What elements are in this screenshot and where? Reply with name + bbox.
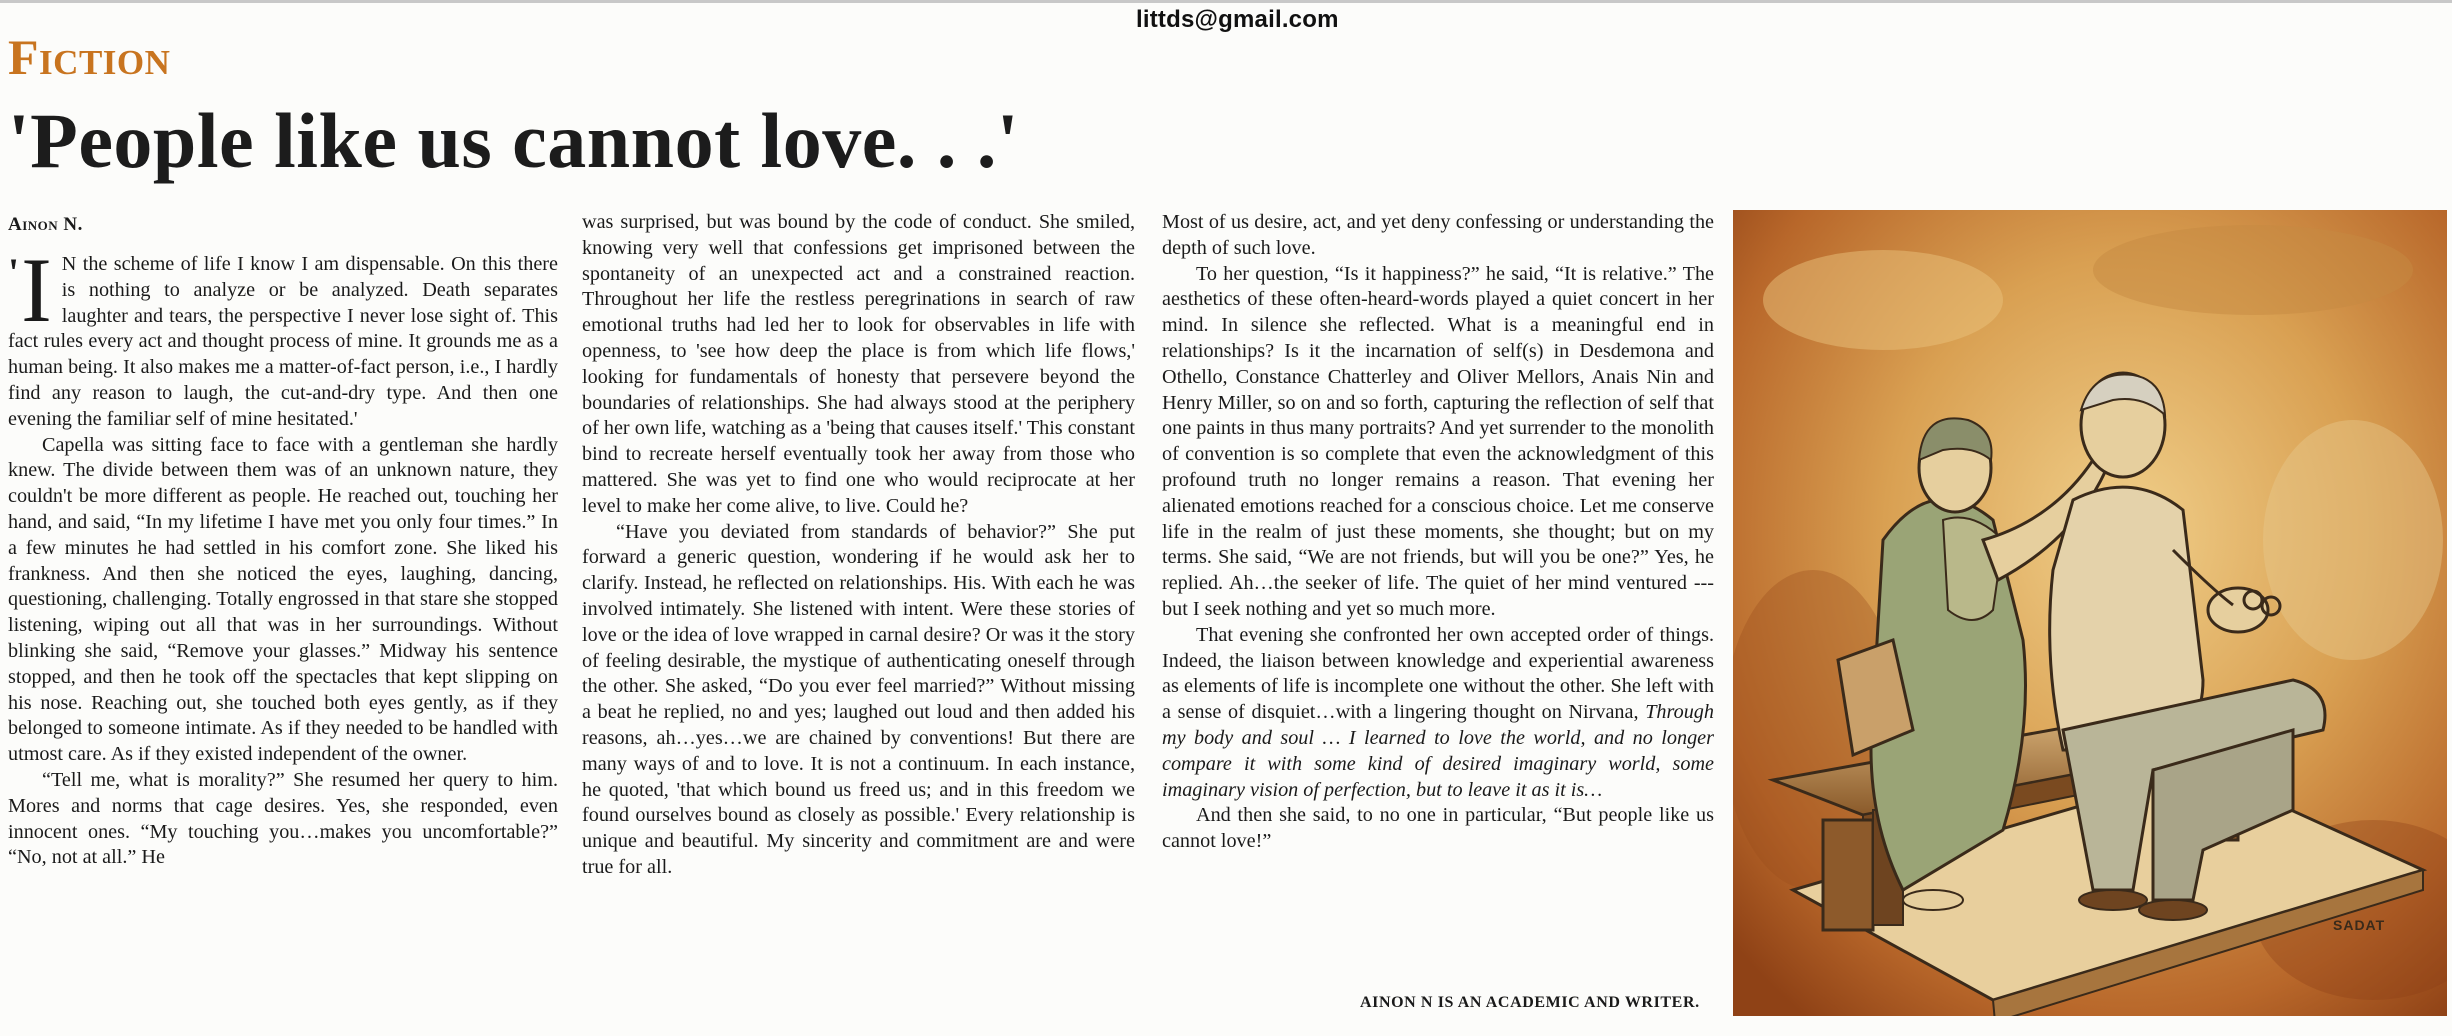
illustration-artwork xyxy=(1733,210,2447,1016)
byline: Ainon N. xyxy=(8,214,83,235)
illustration xyxy=(1733,210,2447,1016)
paragraph: Most of us desire, act, and yet deny confessing or understanding the depth of such love. xyxy=(1162,211,1714,259)
quoted-passage: Through my body and soul … I learned to love the world, and no longer compare it with some kind of desired imaginary world, some imaginary vision of perfection, but to leave it as it is… xyxy=(1162,701,1714,801)
section-label: Fiction xyxy=(8,29,171,85)
headline: 'People like us cannot love. . .' xyxy=(8,97,1019,184)
article-column-2 xyxy=(582,210,1135,881)
article-column-3 xyxy=(1162,210,1714,855)
paragraph-text: That evening she confronted her own accepted order of things. Indeed, the liaison between knowledge and experiential awareness as elements of life is incomplete one without the other. She left with a sense of disquiet…with a lingering thought on Nirvana, xyxy=(1162,623,1714,724)
paragraph: “Tell me, what is morality?” She resumed her query to him. Mores and norms that cage desires. Yes, she responded, even innocent ones. “My touching you…makes you uncomfortable?” “No, not at all.” He xyxy=(8,768,558,869)
top-rule xyxy=(0,0,2452,3)
opening-paragraph-text: N the scheme of life I know I am dispensable. On this there is nothing to analyze or be analyzed. Death separates laughter and tears, the perspective I never lose sight of. This fact rules every act and thought process of mine. It grounds me as a human being. It also makes me a matter-of-fact person, i.e., I hardly find any reason to laugh, the cut-and-dry type. And then one evening the familiar self of mine hesitated.' xyxy=(8,253,558,430)
dropcap-quote: ' xyxy=(8,250,20,295)
contact-email: littds@gmail.com xyxy=(1136,6,1339,33)
paragraph: And then she said, to no one in particular, “But people like us cannot love!” xyxy=(1162,804,1714,853)
paragraph: “Have you deviated from standards of behavior?” She put forward a generic question, wondering if he would ask her to clarify. Instead, he reflected on relationships. His. With each he was involved intimately. She listened with intent. Were these stories of love or the idea of love wrapped in carnal desire? Or was it the story of feeling desirable, the mystique of authenticating oneself through the other. She asked, “Do you ever feel married?” Without missing a beat he replied, no and yes; laughed out loud and then added his reasons, ah…yes…we are chained by conventions! But there are many ways of and to love. It is not a continuum. In each instance, he quoted, 'that which bound us freed us; and in this freedom we found ourselves bound as closely as possible.' Every relationship is unique and beautiful. My sincerity and commitment are and were true for all. xyxy=(582,520,1135,878)
paragraph: Capella was sitting face to face with a gentleman she hardly knew. The divide between them was of an unknown nature, they couldn't be more different as people. He reached out, touching her hand, and said, “In my lifetime I have met you only four times.” In a few minutes he had settled in his comfort zone. She liked his frankness. And then she noticed the eyes, laughing, dancing, questioning, challenging. Totally engrossed in that stare she stopped listening, wiping out all that was in her surroundings. Without blinking she said, “Remove your glasses.” Midway his sentence stopped, and then he took off the spectacles that kept slipping on his nose. Reaching out, she touched both eyes gently, as if they belonged to someone intimate. As if they needed to be handled with utmost care. As if they existed independent of the owner. xyxy=(8,433,558,766)
artist-signature: SADAT xyxy=(2333,917,2386,933)
paragraph: was surprised, but was bound by the code of conduct. She smiled, knowing very well that confessions get imprisoned between the spontaneity of an unexpected act and a constrained reaction. Throughout her life the restless peregrinations in search of raw emotional truths had led her to look for observables in life with openness, to 'see how deep the place is from which life flows,' looking for fundamentals of honesty that persevere beyond the boundaries of relationships. She had always stood at the periphery of her own life, watching as a 'being that causes itself.' This constant bind to recreate herself eventually took her away from those who mattered. She was yet to find one who would reciprocate at her level to make her come alive, to live. Could he? xyxy=(582,211,1135,517)
author-bio: AINON N IS AN ACADEMIC AND WRITER. xyxy=(1360,994,1700,1011)
paragraph xyxy=(1162,623,1714,804)
opening-paragraph xyxy=(8,239,558,433)
paragraph: To her question, “Is it happiness?” he said, “It is relative.” The aesthetics of these often-heard-words played a quiet concert in her mind. In silence she reflected. What is a meaningful end in relationships? Is it the incarnation of self(s) in Desdemona and Othello, Constance Chatterley and Oliver Mellors, Anais Nin and Henry Miller, so on and so forth, capturing the reflection of self that one paints in thus many portraits? And yet surrender to the monolith of convention is so complete that even the acknowledgment of this profound truth no longer remains a reason. That evening her alienated emotions reached for a conscious choice. Let me conserve life in the realm of just these moments, she thought; but on my terms. She said, “We are not friends, but will you be one?” Yes, he replied. Ah…the seeker of life. The quiet of her mind ventured --- but I seek nothing and yet so much more. xyxy=(1162,262,1714,620)
article-column-1 xyxy=(8,239,558,871)
dropcap-letter: I xyxy=(21,239,52,341)
